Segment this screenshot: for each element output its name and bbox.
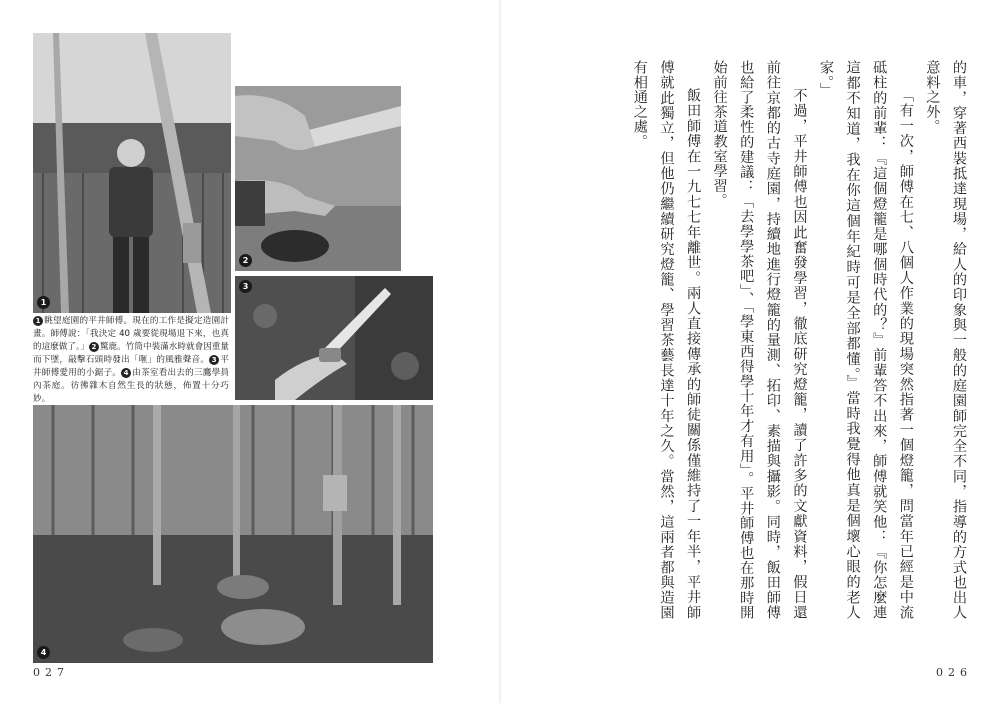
photo-number-4: 4 xyxy=(37,646,50,659)
caption-text-2: 驚鹿。竹筒中裝滿水時就會因重量而下墜，敲擊石頭時發出「咂」的風雅聲音。 xyxy=(33,342,229,365)
caption-text-3: 平井師傅愛用的小鋸子。 xyxy=(33,355,229,378)
caption-number-3: 3 xyxy=(209,355,219,365)
photo-3-image xyxy=(235,276,433,400)
paragraph-3: 不過，平井師傅也因此奮發學習，徹底研究燈籠，讀了許多的文獻資料，假日還前往京都的古寺庭園，持續地進行燈籠的量測、拓印、素描與攝影。同時，飯田師傅也給了柔性的建議：「去學學茶吧」、「學東西得學十年才有用」。平井師傅也在那時開始前往茶道教室學習。 xyxy=(711,60,808,620)
vertical-body-text xyxy=(631,60,972,620)
paragraph-1: 的車，穿著西裝抵達現場，給人的印象與一般的庭園師完全不同，指導的方式也出人意料之外。 xyxy=(924,60,967,620)
right-page xyxy=(500,0,1000,703)
photo-3-small-saw xyxy=(235,276,433,400)
photo-caption xyxy=(33,315,229,406)
paragraph-4: 飯田師傅在一九七七年離世。兩人直接傳承的師徒關係僅維持了一年半，平井師傅就此獨立，但他仍繼續研究燈籠、學習茶藝長達十年之久。當然，這兩者都與造園有相通之處。 xyxy=(631,60,702,620)
photo-number-2: 2 xyxy=(239,254,252,267)
page-number-left: 027 xyxy=(33,666,69,679)
caption-number-4: 4 xyxy=(121,368,131,378)
caption-number-1: 1 xyxy=(33,316,43,326)
paragraph-2: 「有一次，師傅在七、八個人作業的現場突然指著一個燈籠，問當年已經是中流砥柱的前輩：『這個燈籠是哪個時代的？』前輩答不出來，師傅就笑他：『你怎麼連這都不知道，我在你這個年紀時可是全部都懂。』當時我覺得他真是個壞心眼的老人家。」 xyxy=(818,60,914,620)
caption-number-2: 2 xyxy=(89,342,99,352)
photo-4-image xyxy=(33,405,433,663)
caption-text-4: 由茶室看出去的三鷹學員內茶庭。彷彿雜木自然生長的狀態，佈置十分巧妙。 xyxy=(33,368,229,404)
photo-1-master-in-garden xyxy=(33,33,231,313)
photo-number-3: 3 xyxy=(239,280,252,293)
photo-2-image xyxy=(235,86,401,271)
photo-4-tea-garden xyxy=(33,405,433,663)
caption-text-1: 眺望庭園的平井師傅。現在的工作是擬定造園計畫。師傅說：「我決定 40 歲要從現場退下來，也真的這麼做了。」 xyxy=(33,316,229,352)
page-number-right: 026 xyxy=(936,666,972,679)
photo-2-shishi-odoshi xyxy=(235,86,401,271)
photo-1-image xyxy=(33,33,231,313)
photo-number-1: 1 xyxy=(37,296,50,309)
